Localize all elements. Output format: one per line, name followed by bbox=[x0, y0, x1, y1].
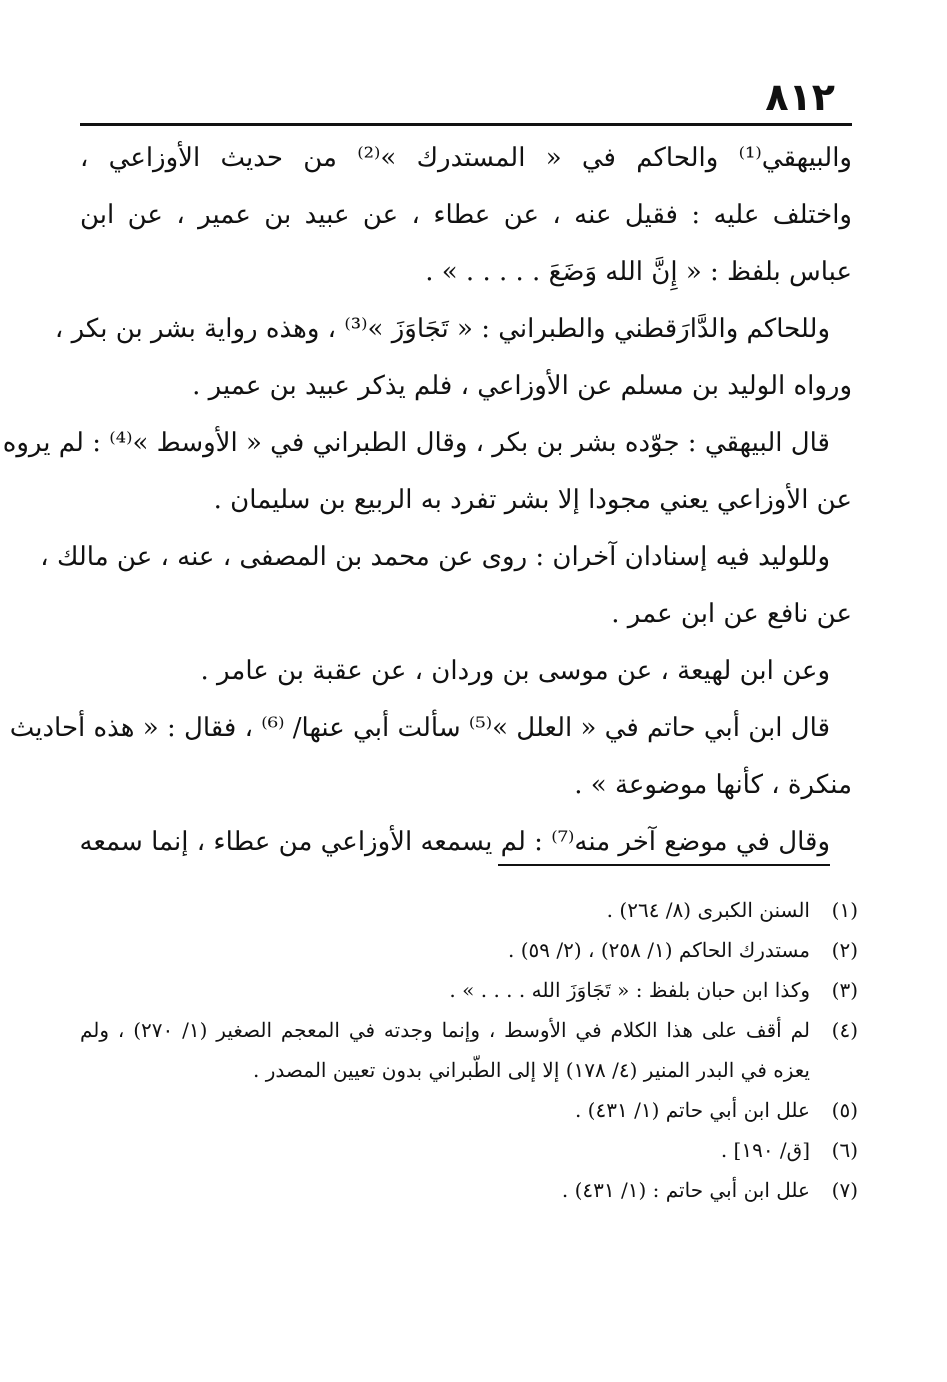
text-line: عن نافع عن ابن عمر . bbox=[611, 599, 852, 629]
footnote-line: علل ابن أبي حاتم (١/ ٤٣١) . bbox=[574, 1098, 810, 1122]
footnote-number: (٦) bbox=[831, 1138, 858, 1162]
text-line: عباس بلفظ : « إِنَّ الله وَضَعَ . . . . . » . bbox=[425, 257, 852, 287]
footnotes bbox=[80, 890, 858, 1210]
footnote-number: (٥) bbox=[831, 1098, 858, 1122]
text-line: عن الأوزاعي يعني مجودا إلا بشر تفرد به الربيع بن سليمان . bbox=[213, 485, 852, 515]
footnote bbox=[80, 930, 858, 970]
footnote-number: (٢) bbox=[831, 938, 858, 962]
footnote-text bbox=[80, 1010, 810, 1090]
footnote-line: يعزه في البدر المنير (٤/ ١٧٨) إلا إلى الطّبراني بدون تعيين المصدر . bbox=[253, 1058, 810, 1082]
footnote-number: (١) bbox=[831, 898, 858, 922]
text-line: واختلف عليه : فقيل عنه ، عن عطاء ، عن عبيد بن عمير ، عن ابن bbox=[80, 200, 852, 230]
header-rule bbox=[80, 123, 852, 126]
footnote bbox=[80, 890, 858, 930]
footnote bbox=[80, 1010, 858, 1090]
footnote-text bbox=[80, 890, 810, 930]
footnote-line: علل ابن أبي حاتم : (١/ ٤٣١) . bbox=[561, 1178, 810, 1202]
footnote-text bbox=[80, 1130, 810, 1170]
footnote bbox=[80, 1090, 858, 1130]
footnote-separator bbox=[498, 864, 830, 866]
footnote-text bbox=[80, 970, 810, 1010]
text-line: قال البيهقي : جوّده بشر بن بكر ، وقال الطبراني في « الأوسط »⁽⁴⁾ : لم يروه bbox=[2, 428, 830, 458]
footnote-line: وكذا ابن حبان بلفظ : « تَجَاوَزَ الله . . . . » . bbox=[449, 978, 810, 1002]
text-line: قال ابن أبي حاتم في « العلل »⁽⁵⁾ سألت أبي عنها/ ⁽⁶⁾ ، فقال : « هذه أحاديث bbox=[9, 713, 830, 743]
footnote bbox=[80, 1130, 858, 1170]
footnote-line: [ق/ ١٩٠] . bbox=[720, 1138, 810, 1162]
page-number: ٨١٢ bbox=[765, 75, 835, 119]
footnote-line: مستدرك الحاكم (١/ ٢٥٨) ، (٢/ ٥٩) . bbox=[508, 938, 810, 962]
footnote-text bbox=[80, 1170, 810, 1210]
text-line: والبيهقي⁽¹⁾ والحاكم في « المستدرك »⁽²⁾ من حديث الأوزاعي ، bbox=[80, 143, 852, 173]
footnote-number: (٧) bbox=[831, 1178, 858, 1202]
footnote-line: السنن الكبرى (٨/ ٢٦٤) . bbox=[606, 898, 810, 922]
text-line: وللحاكم والدَّارَقطني والطبراني : « تَجَاوَزَ »⁽³⁾ ، وهذه رواية بشر بن بكر ، bbox=[54, 314, 830, 344]
footnote bbox=[80, 1170, 858, 1210]
footnote-line: لم أقف على هذا الكلام في الأوسط ، وإنما وجدته في المعجم الصغير (١/ ٢٧٠) ، ولم bbox=[80, 1018, 810, 1042]
footnote-number: (٣) bbox=[831, 978, 858, 1002]
footnote-text bbox=[80, 1090, 810, 1130]
footnote-text bbox=[80, 930, 810, 970]
footnote-number: (٤) bbox=[831, 1018, 858, 1042]
main-text bbox=[2, 130, 852, 871]
text-line: وقال في موضع آخر منه⁽⁷⁾ : لم يسمعه الأوزاعي من عطاء ، إنما سمعه bbox=[79, 827, 830, 857]
text-line: وللوليد فيه إسنادان آخران : روى عن محمد بن المصفى ، عنه ، عن مالك ، bbox=[40, 542, 830, 572]
text-line: منكرة ، كأنها موضوعة » . bbox=[574, 770, 852, 800]
text-line: ورواه الوليد بن مسلم عن الأوزاعي ، فلم يذكر عبيد بن عمير . bbox=[192, 371, 852, 401]
text-line: وعن ابن لهيعة ، عن موسى بن وردان ، عن عقبة بن عامر . bbox=[200, 656, 830, 686]
footnote bbox=[80, 970, 858, 1010]
